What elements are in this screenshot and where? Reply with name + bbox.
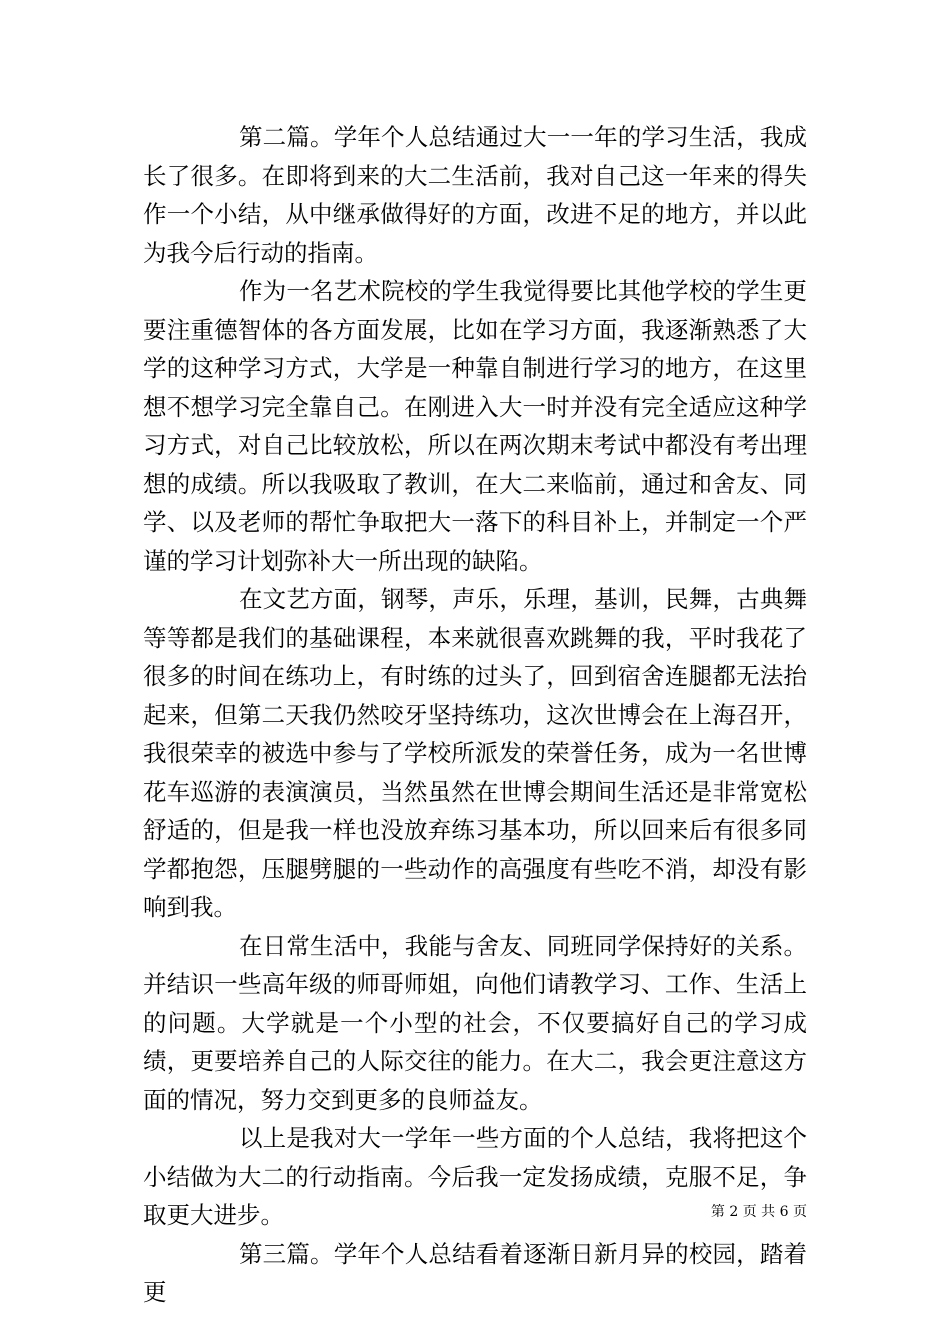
paragraph-1: 第二篇。学年个人总结通过大一一年的学习生活，我成长了很多。在即将到来的大二生活前，我对自己这一年来的得失作一个小结，从中继承做得好的方面，改进不足的地方，并以此为我今后行动的指南。: [143, 123, 807, 267]
paragraph-4: 在日常生活中，我能与舍友、同班同学保持好的关系。并结识一些高年级的师哥师姐，向他们请教学习、工作、生活上的问题。大学就是一个小型的社会，不仅要搞好自己的学习成绩，更要培养自己的人际交往的能力。在大二，我会更注意这方面的情况，努力交到更多的良师益友。: [143, 931, 807, 1114]
paragraph-2: 作为一名艺术院校的学生我觉得要比其他学校的学生更要注重德智体的各方面发展，比如在学习方面，我逐渐熟悉了大学的这种学习方式，大学是一种靠自制进行学习的地方，在这里想不想学习完全靠自己。在刚进入大一时并没有完全适应这种学习方式，对自己比较放松，所以在两次期末考试中都没有考出理想的成绩。所以我吸取了教训，在大二来临前，通过和舍友、同学、以及老师的帮忙争取把大一落下的科目补上，并制定一个严谨的学习计划弥补大一所出现的缺陷。: [143, 277, 807, 575]
document-body: [143, 118, 807, 1312]
paragraph-5: 以上是我对大一学年一些方面的个人总结，我将把这个小结做为大二的行动指南。今后我一定发扬成绩，克服不足，争取更大进步。: [143, 1124, 807, 1229]
paragraph-3: 在文艺方面，钢琴，声乐，乐理，基训，民舞，古典舞等等都是我们的基础课程，本来就很喜欢跳舞的我，平时我花了很多的时间在练功上，有时练的过头了，回到宿舍连腿都无法抬起来，但第二天我仍然咬牙坚持练功，这次世博会在上海召开，我很荣幸的被选中参与了学校所派发的荣誉任务，成为一名世博花车巡游的表演演员，当然虽然在世博会期间生活还是非常宽松舒适的，但是我一样也没放弃练习基本功，所以回来后有很多同学都抱怨，压腿劈腿的一些动作的高强度有些吃不消，却没有影响到我。: [143, 585, 807, 921]
page-number-footer: 第 2 页 共 6 页: [710, 1204, 807, 1220]
paragraph-6: 第三篇。学年个人总结看着逐渐日新月异的校园，踏着更: [143, 1239, 807, 1306]
